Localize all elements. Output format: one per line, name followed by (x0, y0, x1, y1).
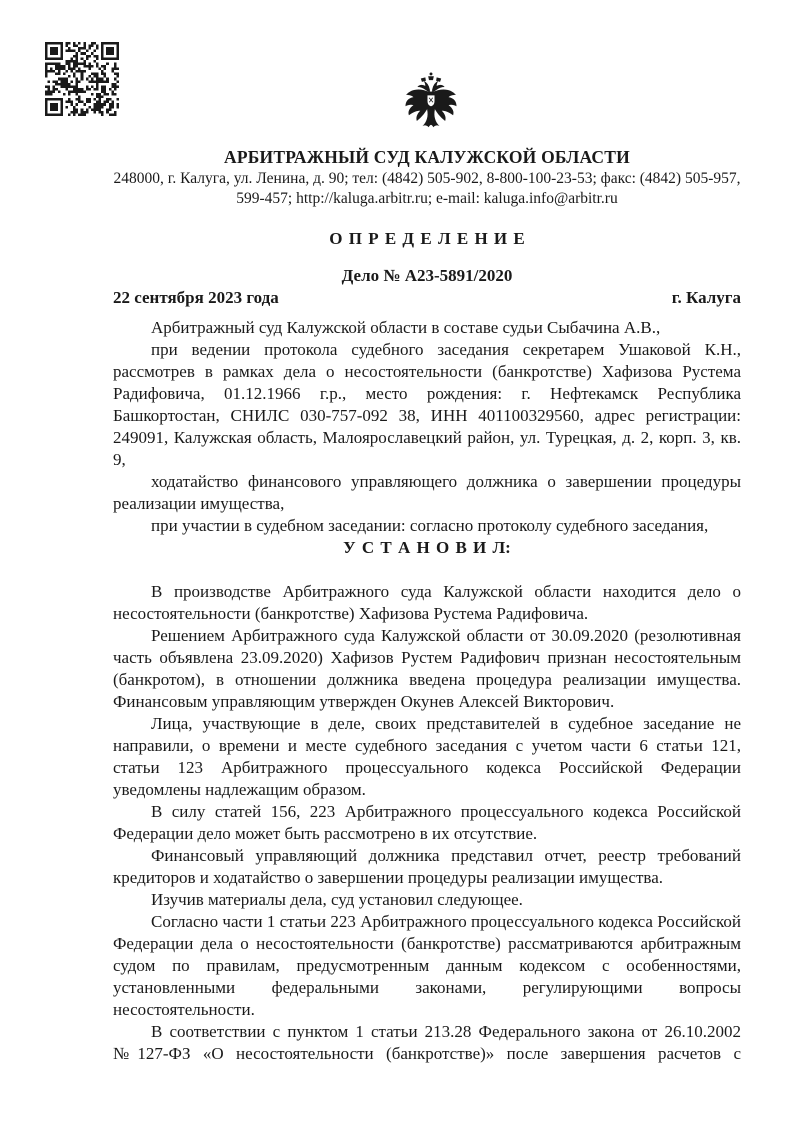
document-place: г. Калуга (671, 288, 741, 307)
preamble-paragraph: Арбитражный суд Калужской области в составе судьи Сыбачина А.В., (151, 318, 661, 337)
body-paragraph: В производстве Арбитражного суда Калужской области находится дело о несостоятельности (банкротстве) Хафизова Рустема Радифовича. (113, 582, 741, 623)
body-paragraph: Изучив материалы дела, суд установил следующее. (151, 890, 523, 909)
date-place-row (113, 287, 741, 309)
russia-coat-of-arms-icon (397, 63, 465, 137)
court-address-line-2: 599-457; http://kaluga.arbitr.ru; e-mail: kaluga.info@arbitr.ru (236, 189, 618, 207)
preamble-paragraph: при ведении протокола судебного заседания секретарем Ушаковой К.Н., рассмотрев в рамках дела о несостоятельности (банкротстве) Хафизова Рустема Радифовича, 01.12.1966 г.р., место рождения: г. Нефтекамск Республика Башкортостан, СНИЛС 030-757-092 38, ИНН 401100329560, адрес регистрации: 249091, Калужская область, Малоярославецкий район, ул. Турецкая, д. 2, корп. 3, кв. 9, (113, 340, 741, 469)
ruling-heading: У С Т А Н О В И Л: (343, 538, 511, 557)
body-paragraph: Лица, участвующие в деле, своих представителей в судебное заседание не направили, о времени и месте судебного заседания с учетом части 6 статьи 121, статьи 123 Арбитражного процессуального кодекса Российской Федерации уведомлены надлежащим образом. (113, 714, 741, 799)
body-paragraph: Согласно части 1 статьи 223 Арбитражного процессуального кодекса Российской Федерации дела о несостоятельности (банкротстве) рассматриваются арбитражным судом по правилам, предусмотренным данным кодексом с особенностями, установленными федеральными законами, регулирующими вопросы несостоятельности. (113, 912, 741, 1019)
body-paragraph: Финансовый управляющий должника представил отчет, реестр требований кредиторов и ходатайство о завершении процедуры реализации имущества. (113, 846, 741, 887)
body-paragraph: Решением Арбитражного суда Калужской области от 30.09.2020 (резолютивная часть объявлена 23.09.2020) Хафизов Рустем Радифович признан несостоятельным (банкротом), в отношении должника введена процедура реализации имущества. Финансовым управляющим утвержден Окунев Алексей Викторович. (113, 626, 741, 711)
letterhead (113, 146, 741, 208)
document-body (113, 317, 741, 1065)
preamble-paragraph: ходатайство финансового управляющего должника о завершении процедуры реализации имущества, (113, 472, 741, 513)
preamble-paragraph: при участии в судебном заседании: согласно протоколу судебного заседания, (151, 516, 709, 535)
document-title: О П Р Е Д Е Л Е Н И Е (329, 229, 525, 248)
qr-code (45, 42, 119, 116)
body-paragraph: В силу статей 156, 223 Арбитражного процессуального кодекса Российской Федерации дело может быть рассмотрено в их отсутствие. (113, 802, 741, 843)
case-number: Дело № А23-5891/2020 (341, 266, 513, 285)
body-paragraph: В соответствии с пунктом 1 статьи 213.28 Федерального закона от 26.10.2002 №127-ФЗ «О несостоятельности (банкротстве)» после завершения расчетов с (113, 1022, 741, 1063)
court-name: АРБИТРАЖНЫЙ СУД КАЛУЖСКОЙ ОБЛАСТИ (224, 147, 630, 167)
court-address-line-1: 248000, г. Калуга, ул. Ленина, д. 90; тел: (4842) 505-902, 8-800-100-23-53; факс: (4842) 505-957, (113, 170, 741, 187)
document-date: 22 сентября 2023 года (113, 288, 279, 307)
